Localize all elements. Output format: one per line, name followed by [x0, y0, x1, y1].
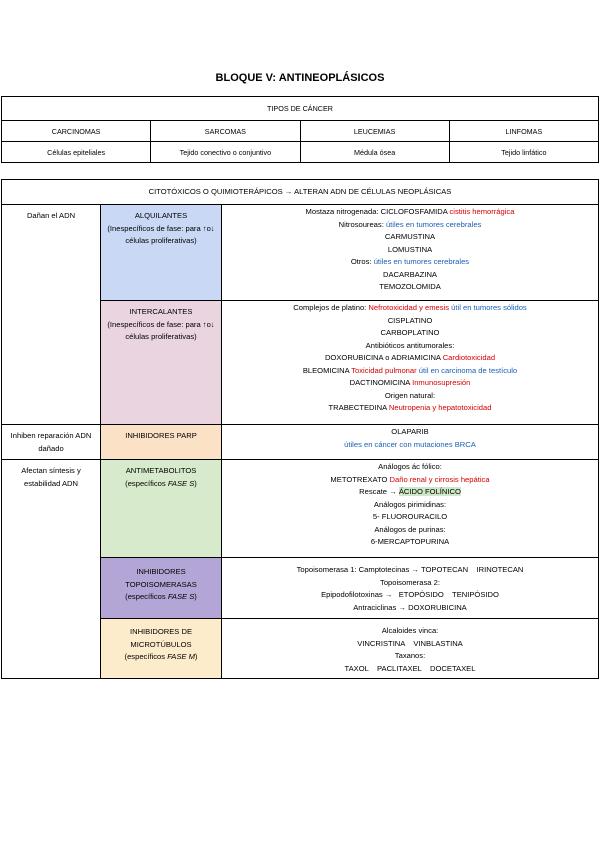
drug-line: DACARBAZINA: [382, 269, 437, 279]
category-repair: Inhiben reparación ADN dañado: [2, 425, 101, 460]
drug-line: CARBOPLATINO: [380, 328, 440, 337]
drug-line: CARMUSTINA: [384, 232, 436, 241]
drug-line: Epipodofilotoxinas → ETOPÓSIDO TENIPÓSIDO: [321, 590, 499, 599]
alquilantes-drugs: [222, 205, 599, 301]
use-note: útiles en cáncer con mutaciones BRCA: [344, 439, 476, 449]
parp-drugs: [222, 425, 599, 460]
drug-line: DOXORUBICINA o ADRIAMICINA: [324, 353, 441, 362]
drug-line: OLAPARIB: [391, 427, 429, 436]
family-microtubulos: [101, 619, 222, 679]
cancer-tissue-cell: Médula ósea: [300, 142, 449, 163]
intercalantes-drugs: [222, 301, 599, 425]
drug-line: Otros:: [350, 257, 372, 266]
cancer-name-cell: LINFOMAS: [449, 121, 598, 142]
family-note: (específicos FASE S): [125, 478, 197, 488]
cancer-tissue-cell: Tejido linfático: [449, 142, 598, 163]
page-title: BLOQUE V: ANTINEOPLÁSICOS: [215, 72, 385, 84]
antimetabolitos-drugs: [222, 460, 599, 558]
family-intercalantes: [101, 301, 222, 425]
family-name: ANTIMETABOLITOS: [125, 466, 197, 475]
category-damage-dna: Dañan el ADN: [2, 205, 101, 425]
cancer-name-cell: LEUCEMIAS: [300, 121, 449, 142]
drug-line: Taxanos:: [394, 651, 426, 660]
family-name: INTERCALANTES: [129, 307, 193, 316]
drug-line: LOMUSTINA: [387, 244, 433, 254]
drug-line: TAXOL PACLITAXEL DOCETAXEL: [344, 663, 476, 673]
drug-line: CISPLATINO: [387, 315, 433, 325]
family-note: (específicos FASE M): [124, 652, 198, 661]
drug-line: Antibióticos antitumorales:: [365, 340, 455, 350]
drug-line: Análogos ác fólico:: [378, 462, 442, 471]
toxicity-note: cistitis hemorrágica: [449, 207, 515, 216]
family-antimetabolitos: [101, 460, 222, 558]
drug-line: DACTINOMICINA: [349, 378, 410, 387]
toxicity-note: Inmunosupresión: [412, 378, 471, 387]
drug-line: Mostaza nitrogenada: CICLOFOSFAMIDA: [305, 207, 448, 216]
cancer-tissue-cell: Tejido conectivo o conjuntivo: [151, 142, 300, 163]
use-note: útiles en tumores cerebrales: [373, 257, 470, 266]
toxicity-note: Toxicidad pulmonar: [351, 365, 417, 375]
toxicity-note: Nefrotoxicidad y emesis: [368, 303, 450, 312]
toxicity-note: Neutropenia y hepatotoxicidad: [388, 403, 492, 412]
drug-line: Rescate →: [359, 487, 397, 496]
drug-line: VINCRISTINA VINBLASTINA: [357, 638, 463, 648]
cancer-types-table: [1, 96, 599, 163]
drug-line: TRABECTEDINA: [328, 403, 387, 412]
drug-line: Complejos de platino:: [293, 303, 367, 312]
drugs-table: [1, 179, 599, 679]
drug-line: Análogos de purinas:: [374, 524, 446, 534]
drug-line: Alcaloides vinca:: [381, 626, 439, 635]
family-note: (Inespecíficos de fase: para ↑o↓ células proliferativas): [107, 319, 215, 341]
drug-line: Análogos pirimidinas:: [373, 499, 447, 509]
drug-line: Origen natural:: [384, 390, 436, 400]
category-synthesis: Afectan síntesis y estabilidad ADN: [2, 460, 101, 679]
cancer-tissue-cell: Células epiteliales: [2, 142, 151, 163]
drug-line: TEMOZOLOMIDA: [379, 282, 441, 291]
family-name: ALQUILANTES: [134, 211, 188, 220]
drug-line: Topoisomerasa 2:: [380, 577, 440, 587]
drug-line: BLEOMICINA: [302, 365, 350, 375]
use-note: útil en tumores sólidos: [451, 303, 527, 312]
family-note: (específicos FASE S): [125, 592, 197, 601]
highlighted-drug: ÁCIDO FOLÍNICO: [398, 487, 461, 496]
family-name: INHIBIDORES DE MICROTÚBULOS: [129, 627, 193, 649]
family-parp: [101, 425, 222, 460]
family-name: INHIBIDORES TOPOISOMERASAS: [125, 567, 197, 589]
use-note: útil en carcinoma de testículo: [418, 365, 518, 375]
family-name: INHIBIDORES PARP: [125, 431, 197, 440]
cancer-types-header: TIPOS DE CÁNCER: [2, 97, 599, 121]
drug-line: Nitrosoureas:: [338, 219, 384, 229]
drug-line: 6-MERCAPTOPURINA: [370, 537, 450, 546]
drug-line: Antraciclinas → DOXORUBICINA: [353, 602, 467, 612]
cancer-name-cell: SARCOMAS: [151, 121, 300, 142]
toxicity-note: Cardiotoxicidad: [442, 353, 496, 362]
drugs-header: CITOTÓXICOS O QUIMIOTERÁPICOS → ALTERAN ADN DE CÉLULAS NEOPLÁSICAS: [2, 180, 599, 205]
family-alquilantes: [101, 205, 222, 301]
family-topoisomerasas: [101, 558, 222, 619]
drug-line: METOTREXATO: [330, 474, 388, 484]
drug-line: 5- FLUOROURACILO: [372, 512, 448, 521]
use-note: útiles en tumores cerebrales: [385, 219, 482, 229]
topoisomerasas-drugs: [222, 558, 599, 619]
toxicity-note: Daño renal y cirrosis hepática: [389, 474, 490, 484]
cancer-name-cell: CARCINOMAS: [2, 121, 151, 142]
drug-line: Topoisomerasa 1: Camptotecinas → TOPOTECAN IRINOTECAN: [296, 565, 524, 574]
microtubulos-drugs: [222, 619, 599, 679]
family-note: (Inespecíficos de fase: para ↑o↓ células proliferativas): [107, 223, 215, 245]
